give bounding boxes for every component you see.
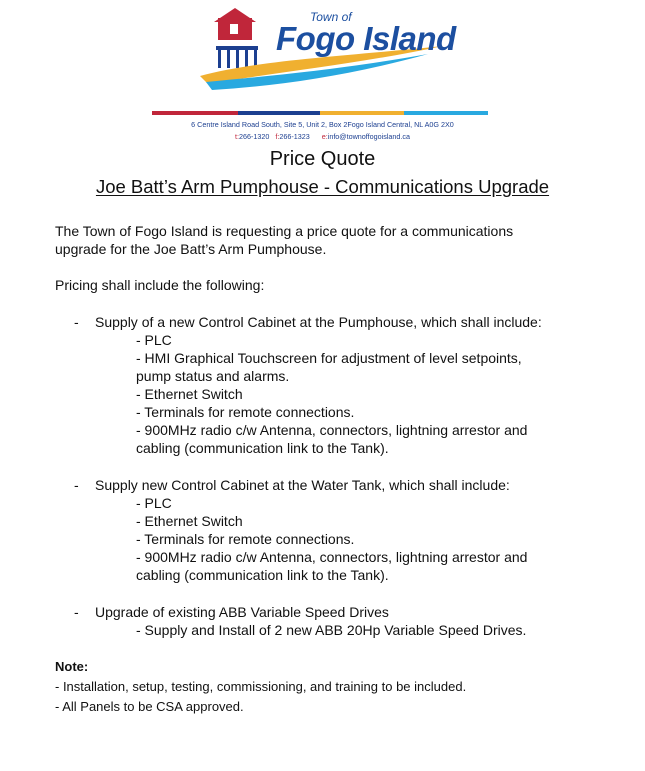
- letterhead-address: 6 Centre Island Road South, Site 5, Unit 2, Box 2Fogo Island Central, NL A0G 2X0: [191, 120, 454, 129]
- list-subitem: pump status and alarms.: [136, 368, 290, 384]
- letterhead-bar-navy: [238, 111, 320, 115]
- list-subitem: - 900MHz radio c/w Antenna, connectors, lightning arrestor and: [136, 422, 528, 438]
- document-title: Price Quote: [269, 148, 376, 170]
- list-subitem: - 900MHz radio c/w Antenna, connectors, lightning arrestor and: [136, 549, 528, 565]
- list-subitem: cabling (communication link to the Tank).: [136, 567, 389, 583]
- email-label: e:: [321, 132, 328, 141]
- list-subitem: - PLC: [136, 495, 172, 511]
- list-bullet: -: [74, 604, 79, 620]
- list-subitem: - Terminals for remote connections.: [136, 531, 355, 547]
- letterhead-contact: [0, 132, 645, 141]
- letterhead-bar-yellow: [320, 111, 404, 115]
- list-subitem: - Ethernet Switch: [136, 513, 243, 529]
- list-bullet: -: [74, 314, 79, 330]
- note-heading: Note:: [55, 659, 89, 674]
- logo-house-window: [230, 24, 238, 34]
- logo-name-text: Fogo Island: [276, 20, 456, 57]
- intro-line: The Town of Fogo Island is requesting a price quote for a communications: [55, 223, 514, 239]
- intro-line: upgrade for the Joe Batt’s Arm Pumphouse.: [55, 241, 327, 257]
- list-bullet: -: [74, 477, 79, 493]
- tel-value: 266-1320: [238, 132, 270, 141]
- note-line: - Installation, setup, testing, commissioning, and training to be included.: [55, 679, 467, 694]
- list-item-label: Upgrade of existing ABB Variable Speed Drives: [95, 604, 389, 620]
- logo-house-gable: [214, 8, 256, 22]
- fax-label: f:: [275, 132, 280, 141]
- document-subtitle: Joe Batt’s Arm Pumphouse - Communications Upgrade: [95, 176, 550, 197]
- list-subitem: - Ethernet Switch: [136, 386, 243, 402]
- tel-label: t:: [234, 132, 239, 141]
- letterhead-bar-cyan: [404, 111, 488, 115]
- list-subitem: - HMI Graphical Touchscreen for adjustment of level setpoints,: [136, 350, 522, 366]
- email-link[interactable]: info@townoffogoisland.ca: [327, 132, 411, 141]
- list-item-label: Supply new Control Cabinet at the Water Tank, which shall include:: [95, 477, 510, 493]
- note-line: - All Panels to be CSA approved.: [55, 699, 244, 714]
- logo-wharf-top: [216, 46, 258, 50]
- logo-town-text: Town of: [310, 10, 352, 24]
- list-subitem: - Terminals for remote connections.: [136, 404, 355, 420]
- list-subitem: - PLC: [136, 332, 172, 348]
- pricing-intro: Pricing shall include the following:: [55, 277, 265, 293]
- fax-value: 266-1323: [279, 132, 310, 141]
- list-item-label: Supply of a new Control Cabinet at the Pumphouse, which shall include:: [95, 314, 542, 330]
- list-subitem: cabling (communication link to the Tank).: [136, 440, 389, 456]
- list-subitem: - Supply and Install of 2 new ABB 20Hp Variable Speed Drives.: [136, 622, 527, 638]
- letterhead-bar-red: [152, 111, 238, 115]
